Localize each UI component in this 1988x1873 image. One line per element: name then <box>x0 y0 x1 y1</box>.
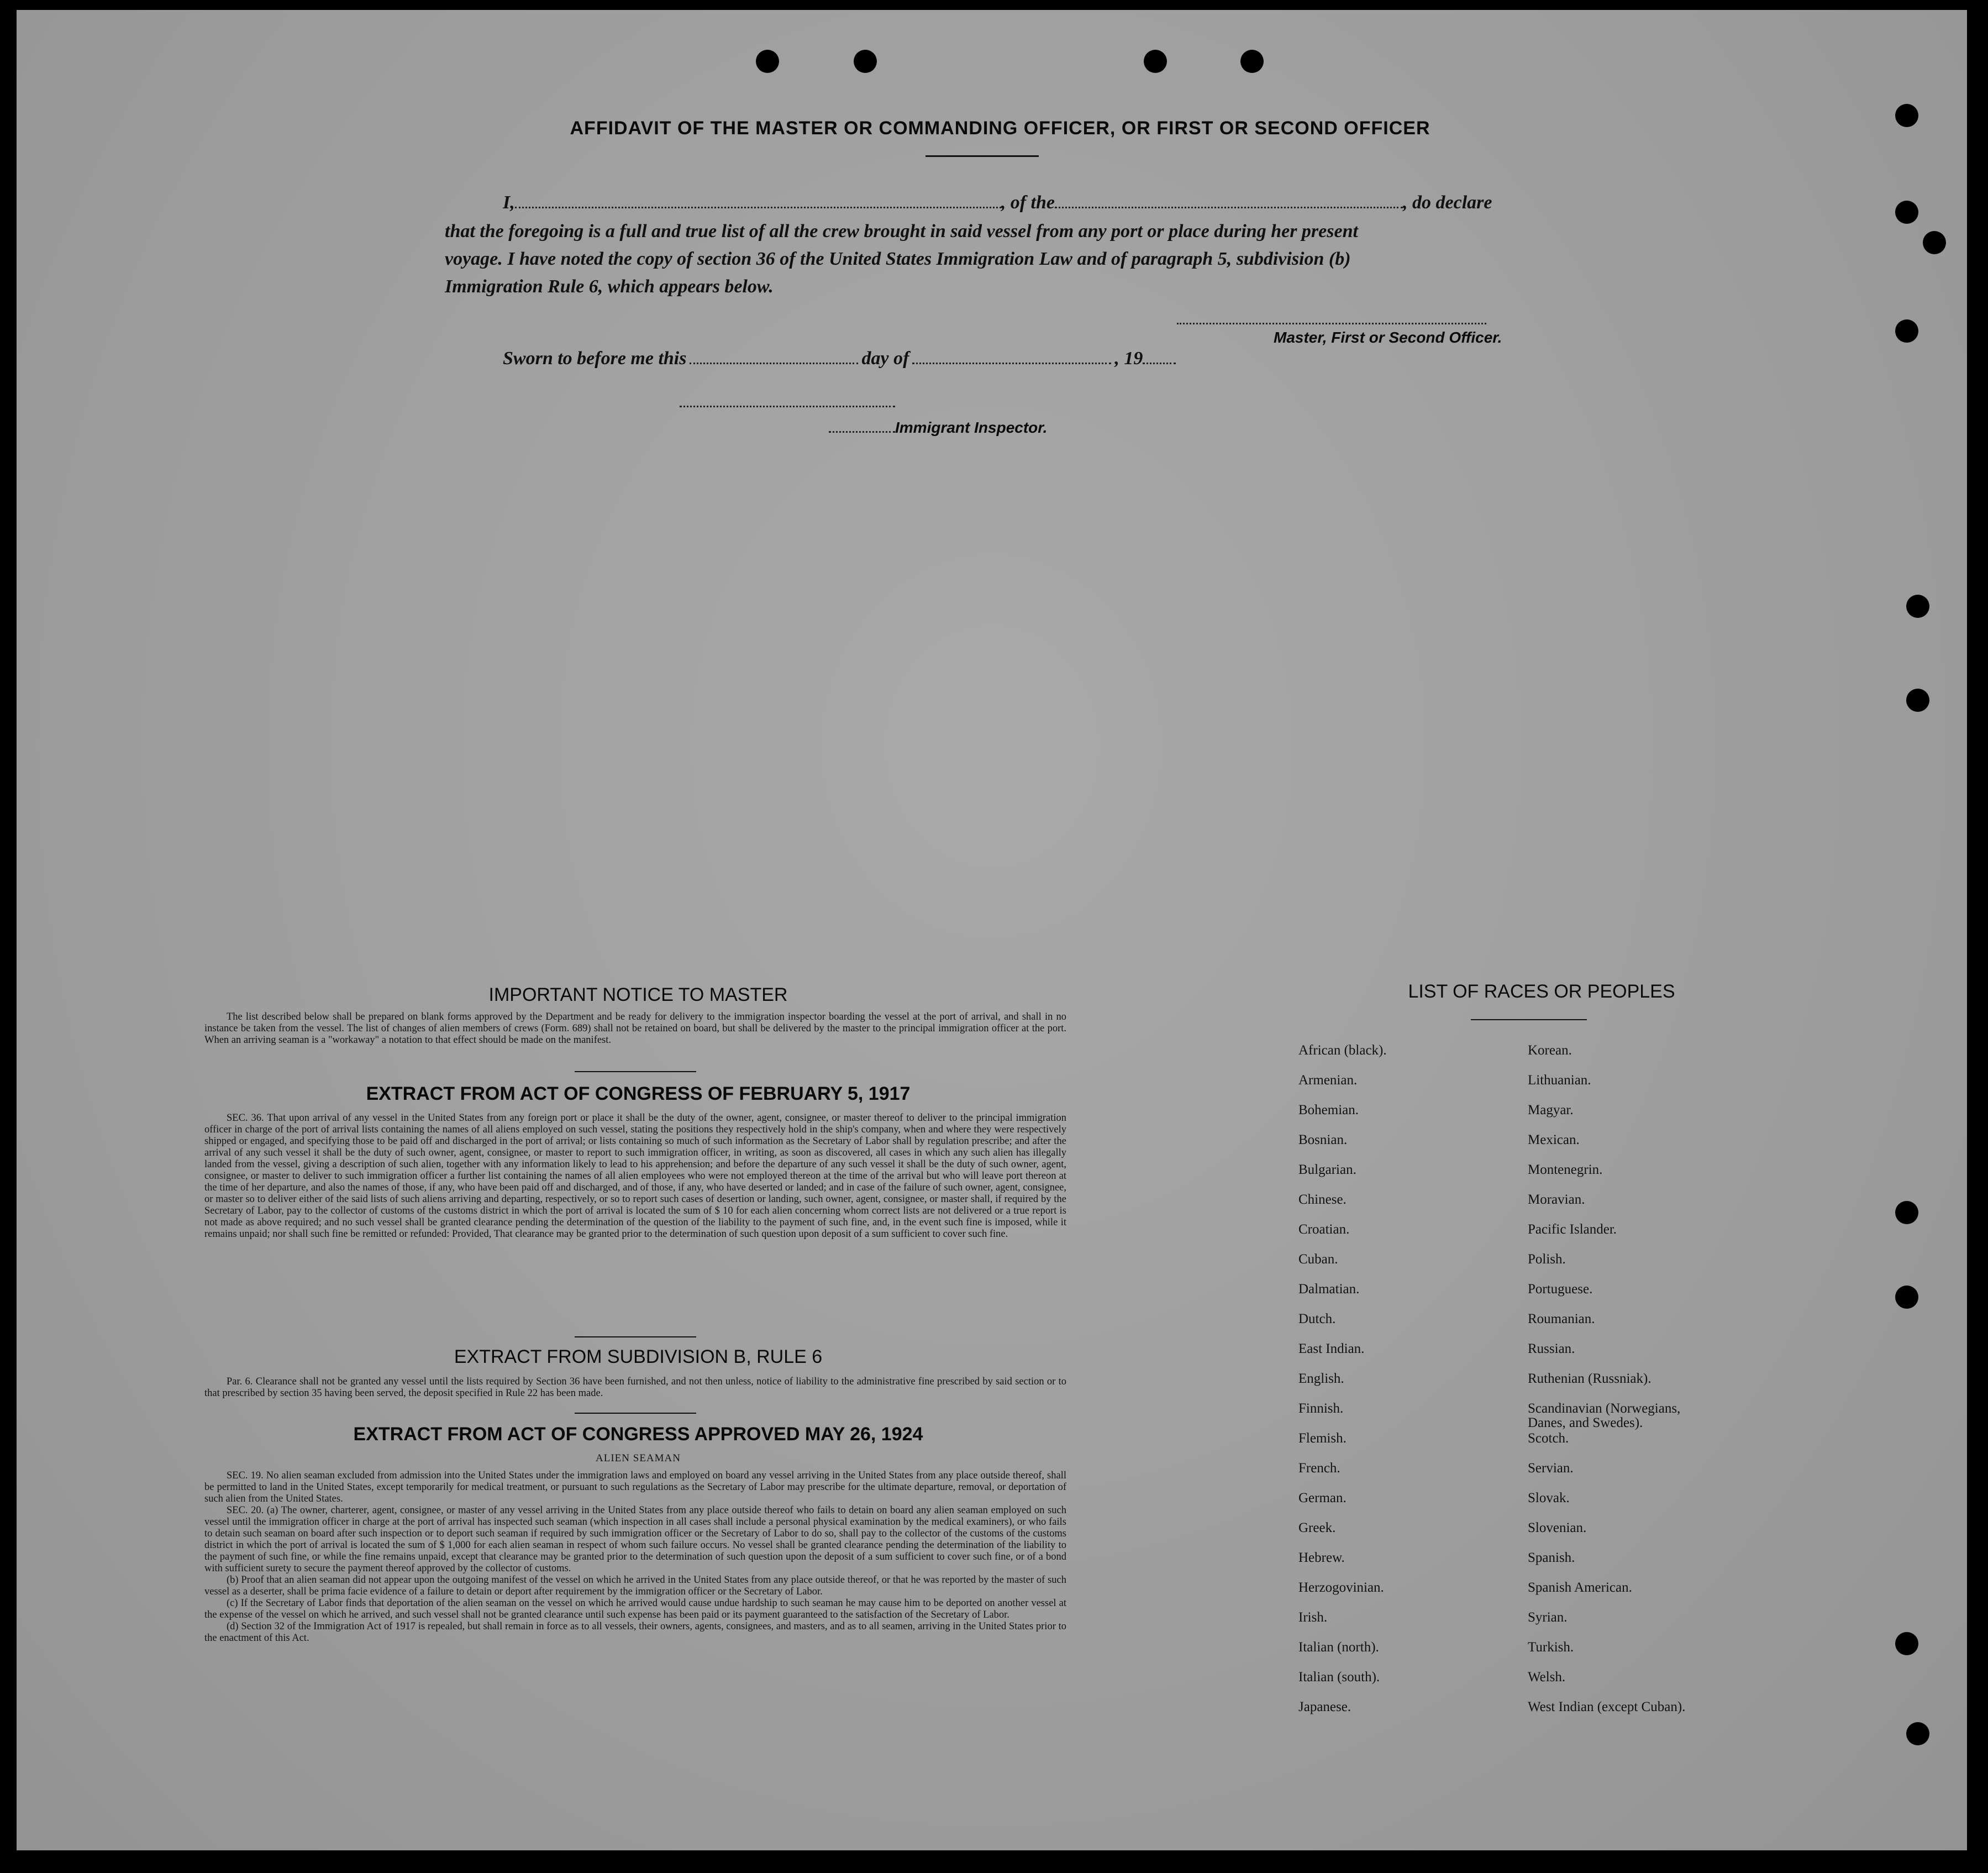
list-item: Italian (south). <box>1298 1670 1380 1685</box>
extract-1924-text: SEC. 19. No alien seaman excluded from admission into the United States under the immigration laws and employed on board any vessel arriving in the United States from any place outside thereof, shall be permitted to land in the United States, except temporarily for medical treatment, or pursuant to such regulations as the Secretary of Labor may prescribe for the ultimate departure, removal, or deportation of such alien from the United States. SEC. 20. (a) The owner, charterer, agent, consignee, or master of any vessel arriving in the United States from any place outside thereof who fails to detain on board any alien seaman employed on such vessel until the immigration officer in charge at the port of arrival has inspected such seaman (which inspection in all cases shall include a personal physical examination by the medical examiners), or who fails to detain such seaman on board after such inspection or to deport such seaman if required by such immigration officer or the Secretary of Labor to do so, shall pay to the collector of the customs of the customs district in which the port of arrival is located the sum of $ 1,000 for each alien seaman in respect of whom such failure occurs. No vessel shall be granted clearance pending the determination of the liability to the payment of such fine, or while the fine remains unpaid, except that clearance may be granted prior to the determination of such question upon the deposit of a sum sufficient to cover such fine, or of a bond with sufficient surety to secure the payment thereof approved by the collector of customs. (b) Proof that an alien seaman did not appear upon the outgoing manifest of the vessel on which he arrived in the United States from any place outside thereof, or that he was reported by the master of such vessel as a deserter, shall be prima facie evidence of a failure to detain or deport after requirement by the immigration officer or the Secretary of Labor. (c) If the Secretary of Labor finds that deportation of the alien seaman on the vessel on which he arrived would cause undue hardship to such seaman he may cause him to be deported on another vessel at the expense of the vessel on which he arrived, and such vessel shall not be granted clearance until such expense has been paid or its payment guaranteed to the satisfaction of the Secretary of Labor. (d) Section 32 of the Immigration Act of 1917 is repealed, but shall remain in force as to all vessels, their owners, agents, consignees, and masters, and as to all seamen, arriving in the United States prior to the enactment of this Act. <box>204 1470 1066 1644</box>
punch-hole <box>1895 1632 1918 1655</box>
inspector-label-row <box>829 419 1047 437</box>
list-item: East Indian. <box>1298 1341 1365 1356</box>
list-item: Armenian. <box>1298 1073 1358 1088</box>
races-title-rule <box>1471 1019 1587 1020</box>
list-item: Scotch. <box>1528 1431 1569 1446</box>
punch-hole <box>854 50 877 73</box>
list-item: Japanese. <box>1298 1699 1351 1714</box>
races-left-column <box>1298 1043 1508 1730</box>
name-blank[interactable] <box>515 206 1001 208</box>
list-item: Syrian. <box>1528 1610 1568 1625</box>
section-rule <box>575 1413 696 1414</box>
list-item: Portuguese. <box>1528 1282 1593 1297</box>
punch-hole <box>756 50 779 73</box>
affidavit-line-3: voyage. I have noted the copy of section 36 of the United States Immigration Law and of paragraph 5, subdivision (b) <box>445 249 1351 269</box>
extract-1917-text: SEC. 36. That upon arrival of any vessel in the United States from any foreign port or place it shall be the duty of the owner, agent, consignee, or master thereof to deliver to the principal immigration officer in charge of the port of arrival lists containing the names of all aliens employed on such vessel, stating the positions they respectively hold in the ship's company, when and where they were respectively shipped or engaged, and specifying those to be paid off and discharged in the port of arrival; or lists containing so much of such information as the Secretary of Labor shall by regulation prescribe; and after the arrival of any such vessel it shall be the duty of such owner, agent, consignee, or master to report to such immigration officer, in writing, as soon as discovered, all cases in which any such alien has illegally landed from the vessel, giving a description of such alien, together with any information likely to lead to his apprehension; and before the departure of any such vessel it shall be the duty of such owner, agent, consignee, or master to deliver to such immigration officer a further list containing the names of all alien employees who were not employed thereon at the time of the arrival but who will leave port thereon at the time of her departure, and also the names of those, if any, who have been paid off and discharged, and of those, if any, who have deserted or landed; and in case of the failure of such owner, agent, consignee, or master so to deliver either of the said lists of such aliens arriving and departing, respectively, or so to report such cases of desertion or landing, such owner, agent, consignee, or master shall, if required by the Secretary of Labor, pay to the collector of customs of the customs district in which the port of arrival is located the sum of $ 10 for each alien concerning whom correct lists are not delivered or a true report is not made as above required; and no such vessel shall be granted clearance pending the determination of the question of the liability to the payment of such fine, and, in the event such fine is imposed, while it remains unpaid; nor shall such fine be remitted or refunded: Provided, That clearance may be granted prior to the determination of such question upon deposit of a sum sufficient to cover such fine. <box>204 1113 1066 1240</box>
section-rule <box>575 1071 696 1072</box>
list-item: Herzogovinian. <box>1298 1580 1384 1595</box>
punch-hole <box>1240 50 1264 73</box>
inspector-label: Immigrant Inspector. <box>895 419 1048 436</box>
list-item: Greek. <box>1298 1520 1336 1535</box>
document-page <box>17 10 1967 1850</box>
sworn-year: , 19 <box>1114 348 1143 369</box>
list-item: Spanish. <box>1528 1550 1575 1565</box>
list-item: Cuban. <box>1298 1252 1338 1267</box>
vessel-blank[interactable] <box>1055 206 1403 208</box>
list-item: African (black). <box>1298 1043 1387 1058</box>
sworn-month-blank[interactable] <box>912 362 1111 364</box>
affidavit-line-1 <box>503 192 1492 213</box>
notice-text: The list described below shall be prepared on blank forms approved by the Department and be ready for delivery to the immigration inspector boarding the vessel at the port of arrival, and shall in no instance be taken from the vessel. The list of changes of alien members of crews (Form. 689) shall not be retained on board, but shall be delivered by the master to the principal immigration officer at the port. When an arriving seaman is a "workaway" a notation to that effect should be made on the manifest. <box>204 1011 1066 1046</box>
punch-hole <box>1895 1201 1918 1224</box>
list-item: Slovak. <box>1528 1491 1570 1505</box>
races-right-column <box>1528 1043 1760 1730</box>
sworn-year-blank[interactable] <box>1143 362 1176 364</box>
punch-hole <box>1923 231 1946 254</box>
list-item: Pacific Islander. <box>1528 1222 1617 1237</box>
list-item: English. <box>1298 1371 1344 1386</box>
list-item: Bulgarian. <box>1298 1162 1356 1177</box>
list-item: Croatian. <box>1298 1222 1350 1237</box>
punch-hole <box>1906 1722 1929 1745</box>
extract-1924-title: EXTRACT FROM ACT OF CONGRESS APPROVED MAY 26, 1924 <box>353 1424 923 1445</box>
alien-seaman-subtitle: ALIEN SEAMAN <box>596 1452 681 1464</box>
list-item: Spanish American. <box>1528 1580 1632 1595</box>
punch-hole <box>1895 201 1918 224</box>
master-label: Master, First or Second Officer. <box>1274 329 1502 346</box>
punch-hole <box>1906 689 1929 712</box>
list-item: Hebrew. <box>1298 1550 1345 1565</box>
inspector-signature-line[interactable] <box>680 391 895 412</box>
title-rule <box>925 155 1039 157</box>
list-item: Magyar. <box>1528 1103 1574 1117</box>
punch-hole <box>1144 50 1167 73</box>
sworn-day-blank[interactable] <box>690 362 858 364</box>
affidavit-line-4: Immigration Rule 6, which appears below. <box>445 276 774 297</box>
sworn-prefix: Sworn to before me this <box>503 348 687 369</box>
list-item: German. <box>1298 1491 1347 1505</box>
affidavit-i: I, <box>503 192 515 213</box>
list-item: Polish. <box>1528 1252 1566 1267</box>
sworn-day: day of <box>861 348 909 369</box>
affidavit-declare: , do declare <box>1403 192 1492 213</box>
list-item: Mexican. <box>1528 1132 1580 1147</box>
punch-hole <box>1895 319 1918 343</box>
list-item: Slovenian. <box>1528 1520 1587 1535</box>
rule-6-title: EXTRACT FROM SUBDIVISION B, RULE 6 <box>454 1346 823 1367</box>
list-item: Moravian. <box>1528 1192 1585 1207</box>
list-item: Ruthenian (Russniak). <box>1528 1371 1652 1386</box>
notice-title: IMPORTANT NOTICE TO MASTER <box>488 984 788 1005</box>
races-title: LIST OF RACES OR PEOPLES <box>1408 981 1675 1002</box>
rule-6-text: Par. 6. Clearance shall not be granted any vessel until the lists required by Section 36 have been furnished, and not then unless, notice of liability to the administrative fine prescribed by said section or to that prescribed by section 35 having been served, the deposit specified in Rule 22 has been made. <box>204 1376 1066 1399</box>
punch-hole <box>1895 104 1918 127</box>
punch-hole <box>1895 1286 1918 1309</box>
list-item: Finnish. <box>1298 1401 1344 1416</box>
list-item: Bosnian. <box>1298 1132 1348 1147</box>
list-item: Italian (north). <box>1298 1640 1379 1655</box>
list-item: Korean. <box>1528 1043 1572 1058</box>
list-item: Bohemian. <box>1298 1103 1359 1117</box>
list-item: Servian. <box>1528 1461 1574 1476</box>
list-item: West Indian (except Cuban). <box>1528 1699 1686 1714</box>
list-item: French. <box>1298 1461 1340 1476</box>
list-item: Lithuanian. <box>1528 1073 1591 1088</box>
affidavit-title: AFFIDAVIT OF THE MASTER OR COMMANDING OFFICER, OR FIRST OR SECOND OFFICER <box>570 118 1430 139</box>
list-item: Flemish. <box>1298 1431 1347 1446</box>
list-item: Scandinavian (Norwegians, Danes, and Swedes). <box>1528 1401 1681 1430</box>
sworn-line <box>503 348 1176 369</box>
section-rule <box>575 1336 696 1337</box>
list-item: Russian. <box>1528 1341 1575 1356</box>
affidavit-line-2: that the foregoing is a full and true list of all the crew brought in said vessel from any port or place during her present <box>445 221 1358 242</box>
list-item: Welsh. <box>1528 1670 1566 1685</box>
master-signature-line[interactable] <box>1177 308 1486 329</box>
extract-1917-title: EXTRACT FROM ACT OF CONGRESS OF FEBRUARY 5, 1917 <box>366 1083 911 1104</box>
list-item: Dutch. <box>1298 1311 1336 1326</box>
list-item: Dalmatian. <box>1298 1282 1360 1297</box>
list-item: Montenegrin. <box>1528 1162 1603 1177</box>
list-item: Turkish. <box>1528 1640 1574 1655</box>
list-item: Irish. <box>1298 1610 1328 1625</box>
punch-hole <box>1906 595 1929 618</box>
affidavit-of: , of the <box>1001 192 1055 213</box>
list-item: Chinese. <box>1298 1192 1347 1207</box>
list-item: Roumanian. <box>1528 1311 1595 1326</box>
